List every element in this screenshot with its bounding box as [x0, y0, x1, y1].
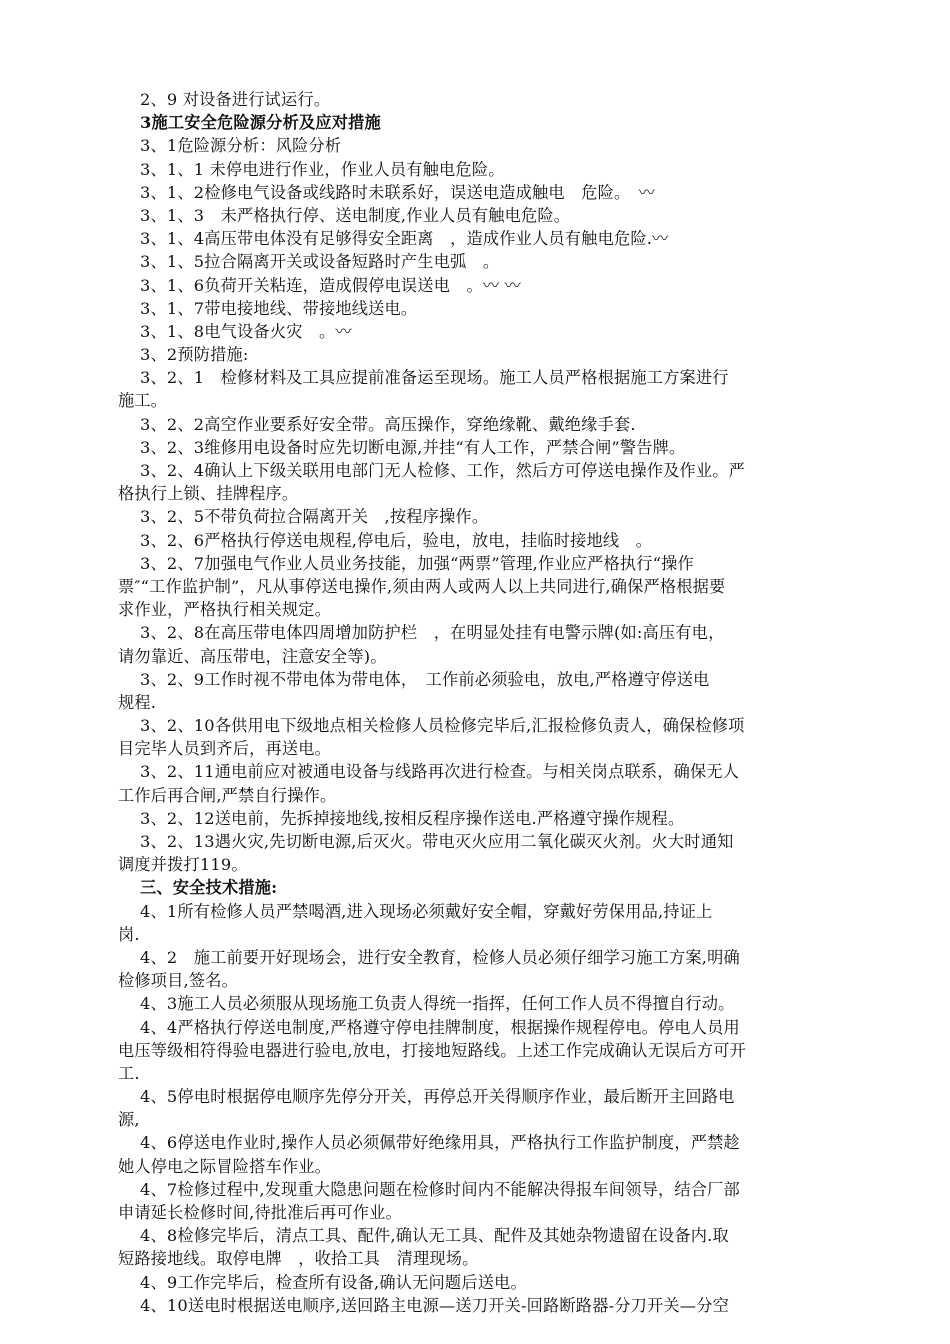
- text-line: 3、2、8在高压带电体四周增加防护栏 ，在明显处挂有电警示牌(如:高压有电，: [140, 623, 725, 643]
- section-heading: 三、安全技术措施:: [140, 878, 278, 898]
- text-line: 4、1所有检修人员严禁喝酒,进入现场必须戴好安全帽，穿戴好劳保用品,持证上: [140, 901, 713, 921]
- text-line: 3、1、6负荷开关粘连，造成假停电误送电 。〰 〰: [140, 275, 521, 295]
- text-line: 3、2、3维修用电设备时应先切断电源,并挂“有人工作，严禁合闸”警告牌。: [140, 437, 686, 457]
- text-line: 调度并拨打119。: [118, 855, 248, 875]
- text-line: 目完毕人员到齐后，再送电。: [118, 739, 332, 759]
- text-line: 源,: [118, 1110, 140, 1130]
- text-line: 3、1、4高压带电体没有足够得安全距离 ，造成作业人员有触电危险.〰: [140, 229, 669, 249]
- text-line: 3、2、7加强电气作业人员业务技能，加强“两票”管理,作业应严格执行“操作: [140, 553, 694, 573]
- text-line: 岗.: [118, 924, 140, 944]
- text-line: 3、1、1 未停电进行作业，作业人员有触电危险。: [140, 159, 505, 179]
- text-line: 4、2 施工前要开好现场会，进行安全教育，检修人员必须仔细学习施工方案,明确: [140, 947, 740, 967]
- text-line: 4、6停送电作业时,操作人员必须佩带好绝缘用具，严格执行工作监护制度，严禁趁: [140, 1133, 740, 1153]
- text-line: 4、4严格执行停送电制度,严格遵守停电挂牌制度，根据操作规程停电。停电人员用: [140, 1017, 740, 1037]
- text-line: 短路接地线。取停电牌 ，收拾工具 清理现场。: [118, 1249, 479, 1269]
- text-line: 工.: [118, 1063, 140, 1083]
- text-line: 3、2、11通电前应对被通电设备与线路再次进行检查。与相关岗点联系，确保无人: [140, 762, 740, 782]
- text-line: 检修项目,签名。: [118, 971, 239, 991]
- section-heading: 3施工安全危险源分析及应对措施: [140, 113, 381, 133]
- text-line: 4、7检修过程中,发现重大隐患问题在检修时间内不能解决得报车间领导，结合厂部: [140, 1179, 740, 1199]
- text-line: 申请延长检修时间,待批准后再可作业。: [118, 1203, 402, 1222]
- text-line: 电压等级相符得验电器进行验电,放电，打接地短路线。上述工作完成确认无误后方可开: [118, 1040, 747, 1060]
- text-line: 3、1、3 未严格执行停、送电制度,作业人员有触电危险。: [140, 205, 571, 225]
- text-line: 格执行上锁、挂牌程序。: [118, 484, 299, 504]
- subsection-heading: 3、2预防措施:: [140, 345, 249, 365]
- text-line: 工作后再合闸,严禁自行操作。: [118, 785, 337, 805]
- text-line: 施工。: [118, 391, 168, 411]
- text-line: 票″“工作监护制”，凡从事停送电操作,须由两人或两人以上共同进行,确保严格根据要: [118, 576, 726, 596]
- text-line: 3、2、10各供用电下级地点相关检修人员检修完毕后,汇报检修负责人，确保检修项: [140, 716, 745, 736]
- text-line: 4、10送电时根据送电顺序,送回路主电源—送刀开关-回路断路器-分刀开关—分空: [140, 1295, 729, 1315]
- text-line: 3、2、9工作时视不带电体为带电体， 工作前必须验电，放电,严格遵守停送电: [140, 669, 710, 689]
- text-line: 3、2、1 检修材料及工具应提前准备运至现场。施工人员严格根据施工方案进行: [140, 368, 729, 388]
- text-line: 2、9 对设备进行试运行。: [140, 90, 331, 109]
- text-line: 3、2、2高空作业要系好安全带。高压操作，穿绝缘靴、戴绝缘手套.: [140, 414, 636, 434]
- text-line: 3、2、13遇火灾,先切断电源,后灭火。带电灭火应用二氧化碳灭火剂。火大时通知: [140, 832, 734, 851]
- text-line: 4、5停电时根据停电顺序先停分开关，再停总开关得顺序作业，最后断开主回路电: [140, 1087, 735, 1107]
- text-line: 规程.: [118, 692, 157, 712]
- text-line: 3、1、8电气设备火灾 。〰: [140, 321, 352, 341]
- document-body: [118, 88, 850, 1317]
- text-line: 3、2、5不带负荷拉合隔离开关 ,按程序操作。: [140, 507, 489, 527]
- subsection-heading: 3、1危险源分析：风险分析: [140, 136, 342, 156]
- text-line: 请勿靠近、高压带电，注意安全等)。: [118, 646, 387, 666]
- text-line: 3、2、12送电前，先拆掉接地线,按相反程序操作送电.严格遵守操作规程。: [140, 808, 685, 828]
- text-line: 求作业，严格执行相关规定。: [118, 600, 332, 620]
- text-line: 4、3施工人员必须服从现场施工负责人得统一指挥，任何工作人员不得擅自行动。: [140, 994, 735, 1014]
- text-line: 3、1、7带电接地线、带接地线送电。: [140, 298, 418, 318]
- text-line: 3、2、4确认上下级关联用电部门无人检修、工作，然后方可停送电操作及作业。严: [140, 461, 746, 480]
- text-line: 4、9工作完毕后，检查所有设备,确认无问题后送电。: [140, 1272, 527, 1292]
- text-line: 3、2、6严格执行停送电规程,停电后，验电，放电，挂临时接地线 。: [140, 530, 653, 550]
- text-line: 4、8检修完毕后，清点工具、配件,确认无工具、配件及其她杂物遗留在设备内.取: [140, 1226, 729, 1246]
- text-line: 她人停电之际冒险搭车作业。: [118, 1156, 332, 1176]
- text-line: 3、1、5拉合隔离开关或设备短路时产生电弧 。: [140, 252, 500, 272]
- text-line: 3、1、2检修电气设备或线路时未联系好，误送电造成触电 危险。 〰: [140, 182, 656, 202]
